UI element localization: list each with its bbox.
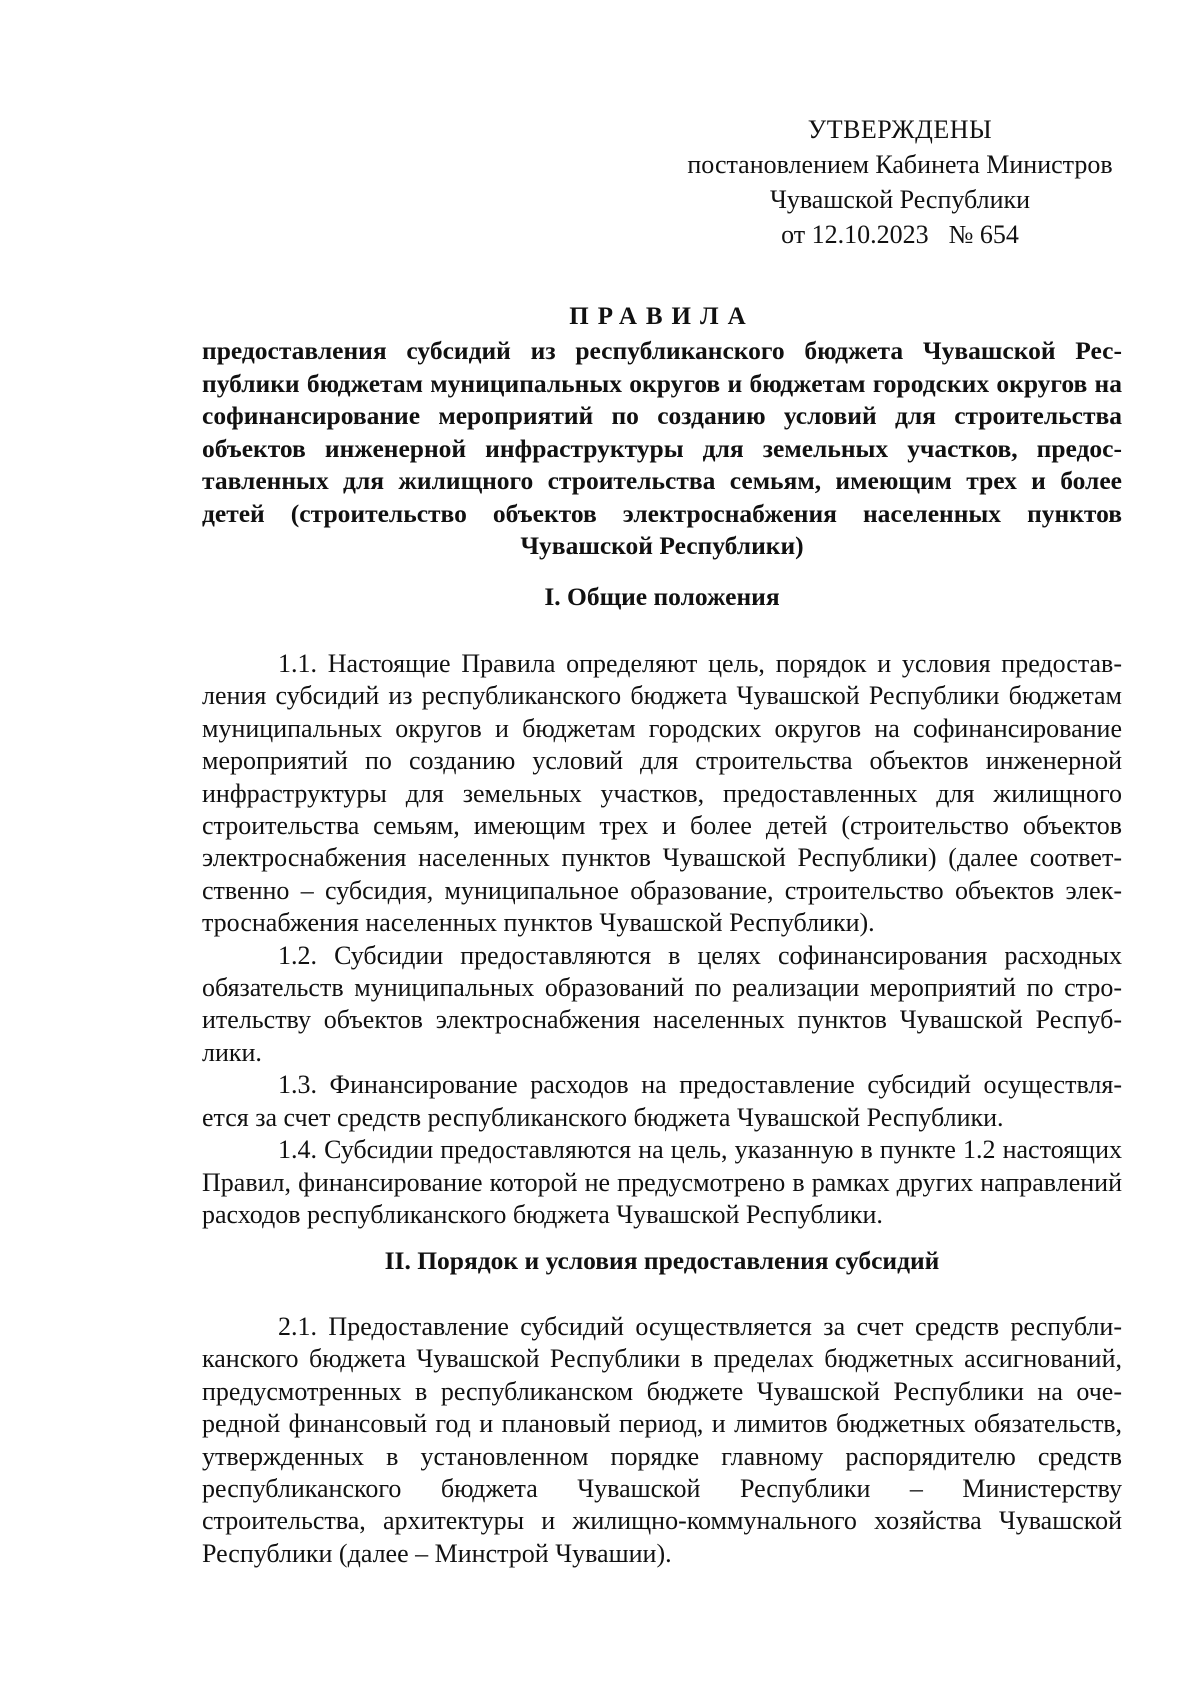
- section-heading-general: I. Общие положения: [544, 582, 780, 611]
- approval-number: № 654: [948, 220, 1019, 249]
- section-body-procedure: [202, 1311, 1122, 1570]
- approval-authority: постановлением Кабинета Министров: [687, 150, 1113, 179]
- document-title: ПРАВИЛА: [569, 303, 755, 330]
- paragraph-1-3: 1.3. Финансирование расходов на предоставление субсидий осуществляется за счет средств республиканского бюджета Чувашской Республики.: [202, 1070, 1122, 1132]
- approval-stamp: [680, 112, 1120, 252]
- approval-order-line: [680, 217, 1120, 252]
- document-title-block: [202, 300, 1122, 563]
- paragraph-2-1: 2.1. Предоставление субсидий осуществляется за счет средств республиканского бюджета Чувашской Республики в пределах бюджетных ассигнований, предусмотренных в республиканском бюджете Чувашской Республики на очередной финансовый год и плановый период, и лимитов бюджетных обязательств, утвержденных в установленном порядке главному распорядителю средств республиканского бюджета Чувашской Республики – Министерству строительства, архитектуры и жилищно-коммунального хозяйства Чувашской Республики (далее – Минстрой Чувашии).: [202, 1312, 1122, 1568]
- approval-region: Чувашской Республики: [769, 185, 1031, 214]
- approval-title: УТВЕРЖДЕНЫ: [807, 115, 993, 144]
- approval-date: от 12.10.2023: [781, 220, 929, 249]
- paragraph-1-4: 1.4. Субсидии предоставляются на цель, указанную в пункте 1.2 настоящих Правил, финансирование которой не предусмотрено в рамках других направлений расходов республиканского бюджета Чувашской Республики.: [202, 1135, 1122, 1229]
- paragraph-1-2: 1.2. Субсидии предоставляются в целях софинансирования расходных обязательств муниципальных образований по реализации мероприятий по строительству объектов электроснабжения населенных пунктов Чувашской Республики.: [202, 940, 1122, 1067]
- document-subtitle: предоставления субсидий из республиканского бюджета Чувашской Республики бюджетам муниципальных округов и бюджетам городских округов на софинансирование мероприятий по созданию условий для строительства объектов инженерной инфраструктуры для земельных участков, предоставленных для жилищного строительства семьям, имеющим трех и более детей (строительство объектов электроснабжения населенных пунктов Чувашской Республики): [202, 336, 1122, 560]
- paragraph-1-1: 1.1. Настоящие Правила определяют цель, порядок и условия предоставления субсидий из республиканского бюджета Чувашской Республики бюджетам муниципальных округов и бюджетам городских округов на софинансирование мероприятий по созданию условий для строительства объектов инженерной инфраструктуры для земельных участков, предоставленных для жилищного строительства семьям, имеющим трех и более детей (строительство объектов электроснабжения населенных пунктов Чувашской Республики) (далее соответственно – субсидия, муниципальное образование, строительство объектов электроснабжения населенных пунктов Чувашской Республики).: [202, 649, 1122, 938]
- section-heading-procedure: II. Порядок и условия предоставления субсидий: [384, 1246, 940, 1275]
- section-body-general: [202, 648, 1122, 1231]
